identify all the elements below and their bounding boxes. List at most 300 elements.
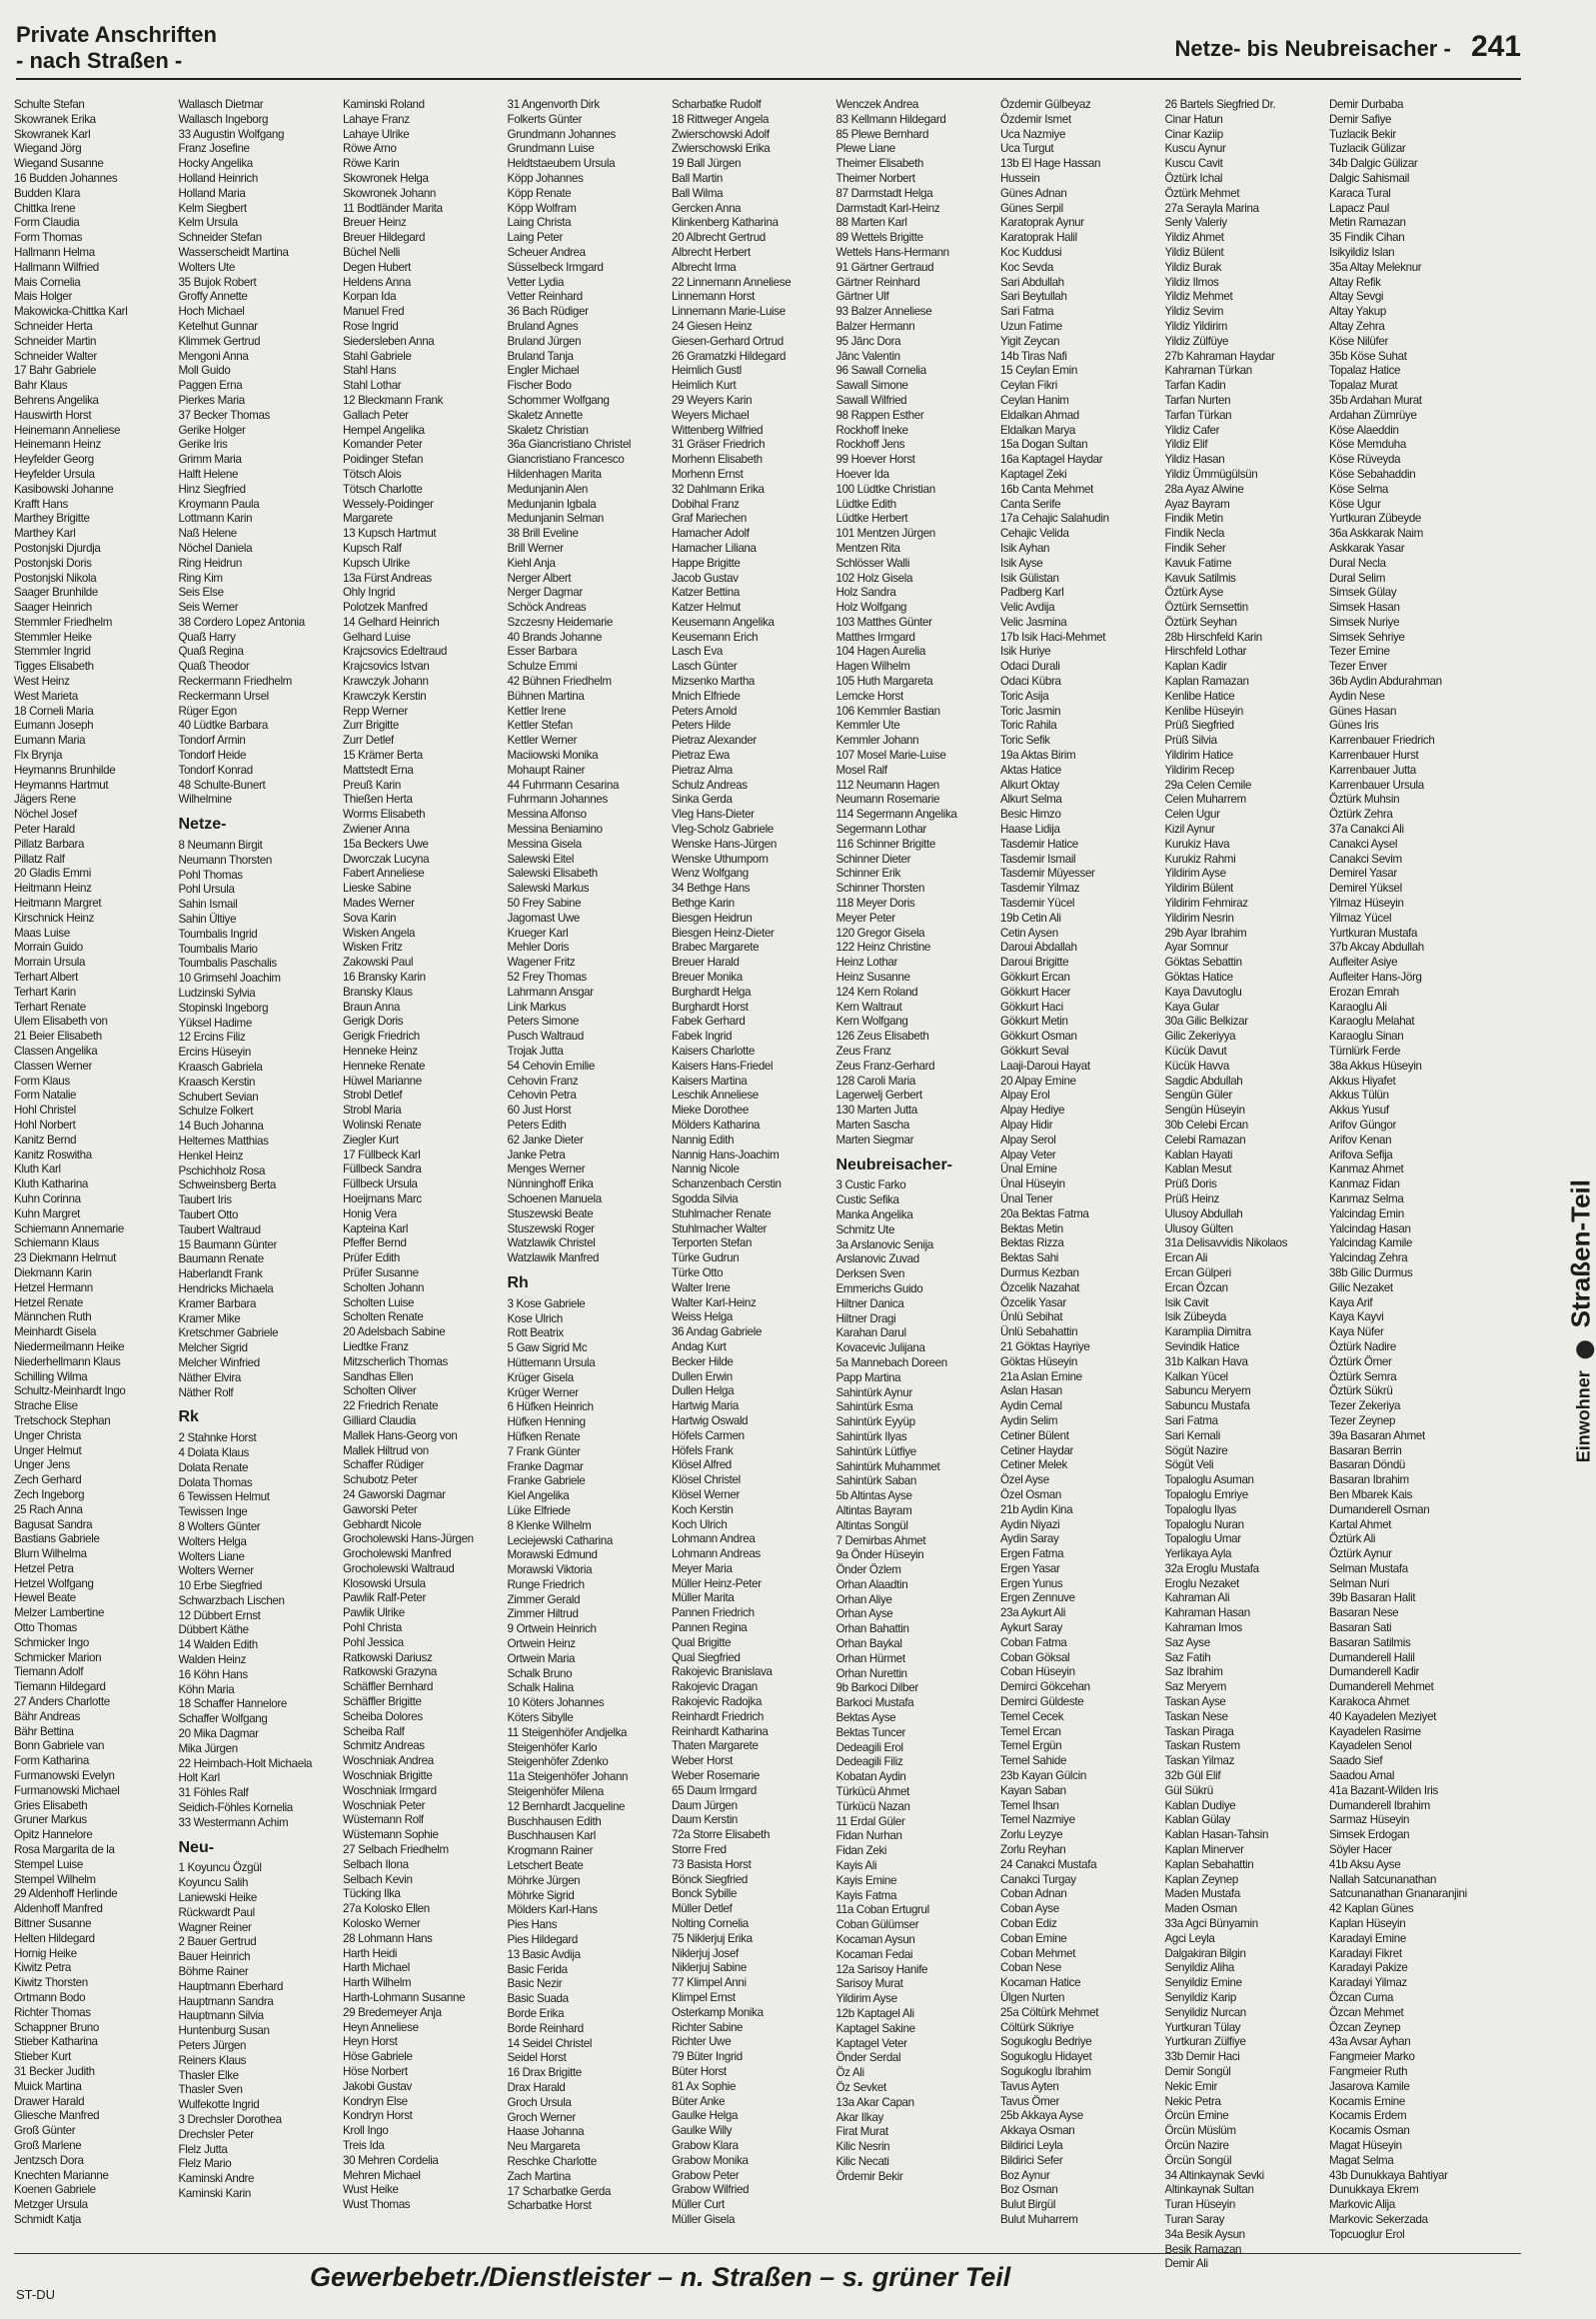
street-heading: Neubreisacher- bbox=[835, 1156, 952, 1173]
resident-entry: Dumanderell Kadir bbox=[1329, 1665, 1420, 1679]
resident-entry: Pillatz Barbara bbox=[14, 837, 85, 851]
resident-entry: Gül Sükrü bbox=[1164, 1783, 1213, 1797]
resident-entry: Demirci Gökcehan bbox=[1000, 1680, 1090, 1694]
resident-entry: Kurukiz Rahmi bbox=[1164, 852, 1236, 866]
resident-entry: Pschichholz Rosa bbox=[178, 1163, 266, 1177]
resident-entry: Toumbalis Mario bbox=[178, 942, 258, 956]
resident-entry: 38b Gilic Durmus bbox=[1329, 1265, 1413, 1279]
resident-entry: Zech Ingeborg bbox=[14, 1487, 85, 1501]
resident-entry: 5b Altintas Ayse bbox=[835, 1489, 912, 1503]
resident-entry: Koc Kuddusi bbox=[1000, 245, 1062, 259]
resident-entry: Basic Nezir bbox=[507, 1977, 563, 1991]
resident-entry: Söyler Hacer bbox=[1329, 1843, 1392, 1857]
resident-entry: Kücük Davut bbox=[1164, 1045, 1227, 1058]
resident-entry: Özcan Zeynep bbox=[1329, 2020, 1401, 2034]
resident-entry: Cetiner Melek bbox=[1000, 1458, 1067, 1472]
resident-entry: Fischer Bodo bbox=[507, 379, 572, 393]
resident-entry: Papp Martina bbox=[835, 1370, 901, 1384]
resident-entry: Melcher Winfried bbox=[178, 1355, 260, 1369]
resident-entry: Odaci Durali bbox=[1000, 660, 1060, 674]
resident-entry: 79 Büter Ingrid bbox=[672, 2050, 743, 2064]
resident-entry: Kaplan Zeynep bbox=[1164, 1872, 1238, 1886]
resident-entry: Rott Beatrix bbox=[507, 1326, 564, 1340]
resident-entry: Hallmann Wilfried bbox=[14, 260, 99, 274]
resident-entry: Hüfken Henning bbox=[507, 1415, 586, 1429]
resident-entry: 4 Dolata Klaus bbox=[178, 1445, 250, 1459]
resident-entry: Coban Göksal bbox=[1000, 1650, 1070, 1664]
resident-entry: Alkurt Selma bbox=[1000, 793, 1062, 807]
resident-entry: Wallasch Ingeborg bbox=[178, 112, 269, 126]
resident-entry: Kettler Werner bbox=[507, 734, 578, 748]
resident-entry: Krafft Hans bbox=[14, 497, 68, 511]
resident-entry: Watzlawik Manfred bbox=[507, 1251, 600, 1265]
resident-entry: Neu Margareta bbox=[507, 2140, 581, 2154]
resident-entry: Kupsch Ulrike bbox=[343, 556, 410, 570]
resident-entry: 1 Koyuncu Özgül bbox=[178, 1861, 262, 1875]
resident-entry: Kavuk Satilmis bbox=[1164, 571, 1236, 585]
resident-entry: Taubert Otto bbox=[178, 1207, 239, 1221]
resident-entry: Canakci Aysel bbox=[1329, 837, 1398, 851]
resident-entry: Peters Jürgen bbox=[178, 2039, 247, 2052]
resident-entry: Kuhn Corinna bbox=[14, 1191, 81, 1205]
resident-entry: Pillatz Ralf bbox=[14, 852, 65, 866]
resident-entry: Kaplan Kadir bbox=[1164, 660, 1227, 674]
resident-entry: 35a Altay Meleknur bbox=[1329, 260, 1422, 274]
resident-entry: Saadou Amal bbox=[1329, 1769, 1395, 1783]
listing-column-7 bbox=[1000, 98, 1176, 2247]
resident-entry: Sawall Wilfried bbox=[835, 393, 907, 407]
resident-entry: Tavus Ömer bbox=[1000, 2094, 1059, 2108]
resident-entry: Weber Rosemarie bbox=[672, 1769, 760, 1783]
resident-entry: Wiegand Jörg bbox=[14, 142, 82, 156]
resident-entry: Basic Ferida bbox=[507, 1962, 568, 1976]
resident-entry: Süsselbeck Irmgard bbox=[507, 260, 604, 274]
resident-entry: 15 Baumann Günter bbox=[178, 1237, 277, 1251]
resident-entry: Steigenhöfer Milena bbox=[507, 1785, 604, 1799]
resident-entry: Bähr Bettina bbox=[14, 1724, 74, 1738]
resident-entry: Form Katharina bbox=[14, 1754, 89, 1768]
resident-entry: 24 Canakci Mustafa bbox=[1000, 1857, 1097, 1871]
resident-entry: Mohaupt Rainer bbox=[507, 763, 586, 777]
resident-entry: Mattstedt Erna bbox=[343, 763, 414, 777]
resident-entry: Zimmer Gerald bbox=[507, 1592, 581, 1606]
resident-entry: Klimpel Ernst bbox=[672, 1991, 736, 2004]
resident-entry: 42 Kaplan Günes bbox=[1329, 1902, 1414, 1916]
resident-entry: Sari Fatma bbox=[1164, 1413, 1218, 1427]
resident-entry: 101 Mentzen Jürgen bbox=[835, 527, 935, 541]
resident-entry: Tasdemir Yilmaz bbox=[1000, 882, 1080, 896]
resident-entry: Drax Harald bbox=[507, 2080, 566, 2094]
resident-entry: Schinner Dieter bbox=[835, 852, 911, 866]
resident-entry: 124 Kern Roland bbox=[835, 985, 918, 999]
resident-entry: Heinz Lothar bbox=[835, 956, 898, 970]
resident-entry: Tavus Ayten bbox=[1000, 2079, 1059, 2093]
resident-entry: Kaya Kayvi bbox=[1329, 1310, 1384, 1324]
resident-entry: Yildiz Mehmet bbox=[1164, 290, 1233, 304]
resident-entry: Schaffer Wolfgang bbox=[178, 1712, 268, 1726]
resident-entry: 19b Cetin Ali bbox=[1000, 911, 1061, 925]
resident-entry: Qual Brigitte bbox=[672, 1635, 732, 1649]
resident-entry: 28b Hirschfeld Karin bbox=[1164, 630, 1262, 644]
resident-entry: Holz Wolfgang bbox=[835, 601, 907, 615]
resident-entry: Saz Fatih bbox=[1164, 1650, 1211, 1664]
resident-entry: 30b Celebi Ercan bbox=[1164, 1118, 1248, 1132]
resident-entry: Meyer Peter bbox=[835, 911, 895, 925]
resident-entry: Skowranek Erika bbox=[14, 112, 96, 126]
resident-entry: 11 Erdal Güler bbox=[835, 1814, 905, 1828]
resident-entry: Heinemann Anneliese bbox=[14, 423, 121, 437]
resident-entry: Poidinger Stefan bbox=[343, 453, 424, 467]
resident-entry: Günes Hasan bbox=[1329, 704, 1397, 718]
resident-entry: Krueger Karl bbox=[507, 926, 569, 940]
resident-entry: Türke Gudrun bbox=[672, 1251, 740, 1265]
resident-entry: Mallek Hiltrud von bbox=[343, 1443, 429, 1457]
resident-entry: Kirschnick Heinz bbox=[14, 911, 95, 925]
resident-entry: Dumanderell Ibrahim bbox=[1329, 1798, 1430, 1812]
resident-entry: Kahraman Hasan bbox=[1164, 1606, 1250, 1620]
resident-entry: Temel Ihsan bbox=[1000, 1798, 1059, 1812]
resident-entry: Basaran Nese bbox=[1329, 1606, 1399, 1620]
resident-entry: Orhan Hürmet bbox=[835, 1651, 905, 1665]
resident-entry: Niklerjuj Josef bbox=[672, 1946, 739, 1960]
resident-entry: Ünal Emine bbox=[1000, 1162, 1057, 1176]
resident-entry: Gaworski Peter bbox=[343, 1502, 418, 1516]
resident-entry: Altintas Bayram bbox=[835, 1503, 912, 1517]
resident-entry: Custic Sefika bbox=[835, 1193, 899, 1207]
resident-entry: Schmitz Andreas bbox=[343, 1739, 425, 1753]
resident-entry: Hempel Angelika bbox=[343, 423, 425, 437]
resident-entry: Pierkes Maria bbox=[178, 393, 245, 407]
resident-entry: Henkel Heinz bbox=[178, 1149, 244, 1162]
resident-entry: Kilic Nesrin bbox=[835, 2140, 890, 2154]
resident-entry: Flelz Jutta bbox=[178, 2142, 228, 2156]
resident-entry: 105 Huth Margareta bbox=[835, 675, 933, 689]
resident-entry: Örcün Songül bbox=[1164, 2153, 1232, 2167]
resident-entry: Zwiener Anna bbox=[343, 823, 410, 837]
resident-entry: Bektas Ayse bbox=[835, 1711, 896, 1725]
resident-entry: Sogukoglu Hidayet bbox=[1000, 2050, 1092, 2064]
resident-entry: Özcan Mehmet bbox=[1329, 2005, 1404, 2019]
resident-entry: Alpay Hediye bbox=[1000, 1104, 1065, 1118]
resident-entry: 99 Hoever Horst bbox=[835, 453, 915, 467]
resident-entry: Saager Heinrich bbox=[14, 601, 92, 615]
resident-entry: Senyildiz Nurcan bbox=[1164, 2005, 1246, 2019]
resident-entry: 31 Becker Judith bbox=[14, 2064, 95, 2078]
resident-entry: 28a Ayaz Alwine bbox=[1164, 482, 1244, 496]
resident-entry: Fabek Ingrid bbox=[672, 1030, 733, 1044]
resident-entry: 28 Lohmann Hans bbox=[343, 1931, 433, 1945]
resident-entry: Öztürk Zehra bbox=[1329, 808, 1393, 822]
resident-entry: Kern Wolfgang bbox=[835, 1015, 908, 1029]
resident-entry: Ergen Yunus bbox=[1000, 1576, 1063, 1590]
resident-entry: Ring Kim bbox=[178, 571, 223, 585]
resident-entry: Ünal Tener bbox=[1000, 1191, 1053, 1205]
resident-entry: Magat Selma bbox=[1329, 2153, 1394, 2167]
resident-entry: Arifov Kenan bbox=[1329, 1133, 1392, 1147]
resident-entry: Woschniak Peter bbox=[343, 1798, 426, 1812]
resident-entry: Köse Alaeddin bbox=[1329, 423, 1399, 437]
resident-entry: Otto Thomas bbox=[14, 1621, 77, 1635]
resident-entry: Schulze Folkert bbox=[178, 1105, 254, 1119]
resident-entry: 88 Marten Karl bbox=[835, 216, 907, 230]
resident-entry: 8 Neumann Birgit bbox=[178, 839, 263, 853]
resident-entry: Franz Josefine bbox=[178, 142, 250, 156]
resident-entry: Mallek Hans-Georg von bbox=[343, 1428, 458, 1442]
resident-entry: 15 Krämer Berta bbox=[343, 749, 423, 763]
resident-entry: Fuhrmann Johannes bbox=[507, 793, 608, 807]
resident-entry: Terhart Renate bbox=[14, 1000, 86, 1014]
resident-entry: Padberg Karl bbox=[1000, 586, 1064, 600]
resident-entry: Yildirim Nesrin bbox=[1164, 911, 1234, 925]
resident-entry: Schinner Erik bbox=[835, 867, 900, 881]
resident-entry: 22 Heimbach-Holt Michaela bbox=[178, 1756, 313, 1770]
resident-entry: Breuer Heinz bbox=[343, 216, 407, 230]
resident-entry: Isik Cavit bbox=[1164, 1295, 1209, 1309]
resident-entry: Sgodda Silvia bbox=[672, 1191, 739, 1205]
resident-entry: 6 Tewissen Helmut bbox=[178, 1490, 270, 1504]
resident-entry: Alpay Hidir bbox=[1000, 1118, 1053, 1132]
resident-entry: Heinemann Heinz bbox=[14, 438, 101, 452]
resident-entry: Henneke Heinz bbox=[343, 1045, 418, 1058]
resident-entry: Holz Sandra bbox=[835, 586, 896, 600]
resident-entry: Kayadelen Senol bbox=[1329, 1739, 1412, 1753]
resident-entry: Simsek Gülay bbox=[1329, 586, 1397, 600]
resident-entry: Giesen-Gerhard Ortrud bbox=[672, 334, 784, 348]
resident-entry: Müller Detlef bbox=[672, 1902, 733, 1916]
resident-entry: Morawski Viktoria bbox=[507, 1563, 593, 1577]
resident-entry: Hirschfeld Lothar bbox=[1164, 645, 1247, 659]
resident-entry: 114 Segermann Angelika bbox=[835, 808, 957, 822]
resident-entry: West Heinz bbox=[14, 675, 70, 689]
resident-entry: Topaloglu Umar bbox=[1164, 1532, 1241, 1546]
resident-entry: Krogmann Rainer bbox=[507, 1844, 594, 1858]
resident-entry: 3 Custic Farko bbox=[835, 1178, 906, 1192]
resident-entry: Cinar Kaziip bbox=[1164, 127, 1223, 141]
resident-entry: 21 Beier Elisabeth bbox=[14, 1030, 102, 1044]
resident-entry: Özel Osman bbox=[1000, 1487, 1061, 1501]
resident-entry: Breuer Hildegard bbox=[343, 231, 426, 245]
resident-entry: Kaptagel Veter bbox=[835, 2036, 907, 2050]
resident-entry: 16 Budden Johannes bbox=[14, 171, 118, 185]
resident-entry: 102 Holz Gisela bbox=[835, 571, 913, 585]
resident-entry: Altintas Songül bbox=[835, 1518, 908, 1532]
resident-entry: Näther Elvira bbox=[178, 1370, 241, 1384]
resident-entry: Ohly Ingrid bbox=[343, 586, 396, 600]
resident-entry: Weiss Helga bbox=[672, 1310, 734, 1324]
resident-entry: 17a Cehajic Salahudin bbox=[1000, 512, 1109, 526]
resident-entry: Tasdemir Müyesser bbox=[1000, 867, 1095, 881]
listing-column-6 bbox=[836, 98, 1012, 2247]
resident-entry: Kayadelen Rasime bbox=[1329, 1724, 1421, 1738]
resident-entry: Stieber Kurt bbox=[14, 2050, 72, 2064]
resident-entry: Watzlawik Christel bbox=[507, 1236, 596, 1250]
resident-entry: Kocamis Osman bbox=[1329, 2124, 1410, 2138]
resident-entry: Meyer Maria bbox=[672, 1561, 733, 1575]
resident-entry: 77 Klimpel Anni bbox=[672, 1976, 747, 1990]
resident-entry: Findik Metin bbox=[1164, 512, 1223, 526]
resident-entry: Bühnen Martina bbox=[507, 689, 585, 703]
resident-entry: 38 Cordero Lopez Antonia bbox=[178, 615, 305, 629]
resident-entry: Vleg Hans-Dieter bbox=[672, 808, 755, 822]
resident-entry: Demir Ali bbox=[1164, 2257, 1208, 2271]
resident-entry: Quaß Regina bbox=[178, 645, 244, 659]
resident-entry: 103 Matthes Günter bbox=[835, 615, 932, 629]
resident-entry: 34 Altinkaynak Sevki bbox=[1164, 2168, 1264, 2182]
resident-entry: Kablan Hasan-Tahsin bbox=[1164, 1828, 1269, 1842]
resident-entry: Öz Sevket bbox=[835, 2080, 886, 2094]
resident-entry: Müller Heinz-Peter bbox=[672, 1576, 762, 1590]
resident-entry: Yildirim Recep bbox=[1164, 763, 1234, 777]
resident-entry: Metin Ramazan bbox=[1329, 216, 1406, 230]
resident-entry: Boz Aynur bbox=[1000, 2168, 1050, 2182]
resident-entry: Hauptmann Silvia bbox=[178, 2009, 264, 2023]
resident-entry: Form Natalie bbox=[14, 1089, 77, 1103]
resident-entry: Zach Martina bbox=[507, 2169, 571, 2183]
resident-entry: Sahintürk Esma bbox=[835, 1400, 913, 1414]
resident-entry: Groch Ursula bbox=[507, 2095, 572, 2109]
resident-entry: Saado Sief bbox=[1329, 1754, 1383, 1768]
resident-entry: Kahraman Ali bbox=[1164, 1591, 1230, 1605]
resident-entry: Sahintürk Ilyas bbox=[835, 1429, 907, 1443]
resident-entry: Grundmann Luise bbox=[507, 142, 595, 156]
resident-entry: 3 Kose Gabriele bbox=[507, 1296, 586, 1310]
resident-entry: 23 Diekmann Helmut bbox=[14, 1251, 116, 1265]
resident-entry: Neumann Thorsten bbox=[178, 853, 272, 867]
resident-entry: Runge Friedrich bbox=[507, 1577, 585, 1591]
resident-entry: Prüß Doris bbox=[1164, 1177, 1217, 1191]
resident-entry: Albrecht Herbert bbox=[672, 245, 751, 259]
resident-entry: 12 Bernhardt Jacqueline bbox=[507, 1799, 626, 1813]
resident-entry: Buschhausen Edith bbox=[507, 1814, 602, 1828]
resident-entry: Mosel Ralf bbox=[835, 763, 887, 777]
resident-entry: Orhan Nurettin bbox=[835, 1666, 907, 1680]
resident-entry: Askkarak Yasar bbox=[1329, 541, 1405, 555]
resident-entry: Temel Nazmiye bbox=[1000, 1813, 1075, 1827]
resident-entry: Önder Özlem bbox=[835, 1563, 901, 1577]
resident-entry: Schiemann Annemarie bbox=[14, 1221, 125, 1235]
resident-entry: Heitmann Heinz bbox=[14, 882, 92, 896]
resident-entry: Yildirim Bülent bbox=[1164, 882, 1233, 896]
resident-entry: Kablan Dudiye bbox=[1164, 1798, 1236, 1812]
resident-entry: Simsek Hasan bbox=[1329, 601, 1400, 615]
resident-entry: Nerger Albert bbox=[507, 571, 572, 585]
resident-entry: Thaten Margarete bbox=[672, 1739, 759, 1753]
resident-entry: Qual Siegfried bbox=[672, 1650, 741, 1664]
resident-entry: Ziegler Kurt bbox=[343, 1133, 399, 1147]
resident-entry: Karadayi Pakize bbox=[1329, 1961, 1408, 1975]
resident-entry: Ünal Hüseyin bbox=[1000, 1177, 1065, 1191]
resident-entry: Skowranek Karl bbox=[14, 127, 91, 141]
resident-entry: Wilhelmine bbox=[178, 793, 232, 807]
resident-entry: 20 Albrecht Gertrud bbox=[672, 231, 766, 245]
resident-entry: Karahan Darul bbox=[835, 1326, 906, 1340]
resident-entry: Kiwitz Thorsten bbox=[14, 1976, 88, 1990]
resident-entry: Kobatan Aydin bbox=[835, 1770, 906, 1784]
resident-entry: Taubert Iris bbox=[178, 1193, 232, 1207]
resident-entry: Walter Irene bbox=[672, 1280, 731, 1294]
resident-entry: Demir Durbaba bbox=[1329, 98, 1404, 111]
listing-column-5 bbox=[672, 98, 847, 2247]
resident-entry: Kahraman Türkan bbox=[1164, 364, 1252, 378]
resident-entry: 24 Gaworski Dagmar bbox=[343, 1487, 446, 1501]
resident-entry: Cetiner Bülent bbox=[1000, 1428, 1069, 1442]
resident-entry: Quaß Theodor bbox=[178, 660, 250, 674]
resident-entry: Tücking Ilka bbox=[343, 1887, 401, 1901]
resident-entry: Lieske Sabine bbox=[343, 882, 412, 896]
header-rule bbox=[16, 78, 1521, 80]
resident-entry: Höfels Carmen bbox=[672, 1428, 745, 1442]
resident-entry: Sandhas Ellen bbox=[343, 1369, 414, 1383]
resident-entry: Coban Gülümser bbox=[835, 1918, 919, 1932]
resident-entry: Sari Fatma bbox=[1000, 305, 1054, 319]
resident-entry: Klösel Werner bbox=[672, 1487, 741, 1501]
resident-entry: Bektas Rizza bbox=[1000, 1236, 1064, 1250]
resident-entry: Kavuk Fatime bbox=[1164, 556, 1232, 570]
resident-entry: Klimmek Gertrud bbox=[178, 334, 261, 348]
resident-entry: Heimlich Kurt bbox=[672, 379, 737, 393]
resident-entry: 13 Basic Avdija bbox=[507, 1947, 581, 1961]
resident-entry: Demirci Güldeste bbox=[1000, 1695, 1084, 1709]
resident-entry: Wolters Werner bbox=[178, 1564, 254, 1578]
resident-entry: 21a Aslan Emine bbox=[1000, 1369, 1082, 1383]
resident-entry: 36a Giancristiano Christel bbox=[507, 438, 632, 452]
resident-entry: Aydin Niyazi bbox=[1000, 1517, 1060, 1531]
resident-entry: Haberlandt Frank bbox=[178, 1267, 263, 1281]
resident-entry: Scholten Johann bbox=[343, 1280, 425, 1294]
page-number: 241 bbox=[1470, 30, 1521, 63]
resident-entry: Örcün Müslüm bbox=[1164, 2124, 1236, 2138]
listing-columns bbox=[14, 98, 1493, 2271]
resident-entry: 10 Grimsehl Joachim bbox=[178, 972, 281, 986]
header-right bbox=[1175, 30, 1522, 64]
resident-entry: Köpp Renate bbox=[507, 186, 572, 200]
resident-entry: Katzer Helmut bbox=[672, 601, 741, 615]
resident-entry: Segermann Lothar bbox=[835, 823, 926, 837]
resident-entry: Tarfan Türkan bbox=[1164, 408, 1232, 422]
resident-entry: Morrain Guido bbox=[14, 941, 83, 955]
resident-entry: 16b Canta Mehmet bbox=[1000, 482, 1094, 496]
resident-entry: Arifova Sefija bbox=[1329, 1148, 1393, 1161]
resident-entry: Kocaman Hatice bbox=[1000, 1976, 1081, 1990]
resident-entry: Bethge Karin bbox=[672, 897, 735, 911]
resident-entry: Coban Hüseyin bbox=[1000, 1665, 1075, 1679]
resident-entry: Besic Himzo bbox=[1000, 808, 1061, 822]
resident-entry: Drechsler Peter bbox=[178, 2127, 254, 2141]
resident-entry: Heinz Susanne bbox=[835, 971, 910, 985]
resident-entry: Dural Selim bbox=[1329, 571, 1386, 585]
resident-entry: Grabow Monika bbox=[672, 2153, 749, 2167]
resident-entry: Karadayi Fikret bbox=[1329, 1946, 1402, 1960]
resident-entry: 107 Mosel Marie-Luise bbox=[835, 749, 946, 763]
resident-entry: Wallasch Dietmar bbox=[178, 98, 264, 111]
resident-entry: 12 Bleckmann Frank bbox=[343, 393, 444, 407]
resident-entry: Walden Heinz bbox=[178, 1653, 247, 1667]
resident-entry: Emmerichs Guido bbox=[835, 1281, 923, 1295]
resident-entry: 27a Serayla Marina bbox=[1164, 201, 1259, 215]
resident-entry: Türkücü Ahmet bbox=[835, 1785, 909, 1799]
resident-entry: Scheiba Ralf bbox=[343, 1724, 405, 1738]
resident-entry: Kraasch Kerstin bbox=[178, 1075, 256, 1089]
resident-entry: Önder Serdal bbox=[835, 2051, 901, 2065]
resident-entry: Rockhoff Jens bbox=[835, 438, 905, 452]
resident-entry: Aktas Hatice bbox=[1000, 763, 1061, 777]
resident-entry: Postonjski Doris bbox=[14, 556, 92, 570]
resident-entry: Daroui Abdallah bbox=[1000, 941, 1077, 955]
resident-entry: Daum Jürgen bbox=[672, 1798, 738, 1812]
resident-entry: Jasarova Kamile bbox=[1329, 2079, 1410, 2093]
resident-entry: Fabert Anneliese bbox=[343, 867, 425, 881]
resident-entry: Balzer Hermann bbox=[835, 319, 915, 333]
